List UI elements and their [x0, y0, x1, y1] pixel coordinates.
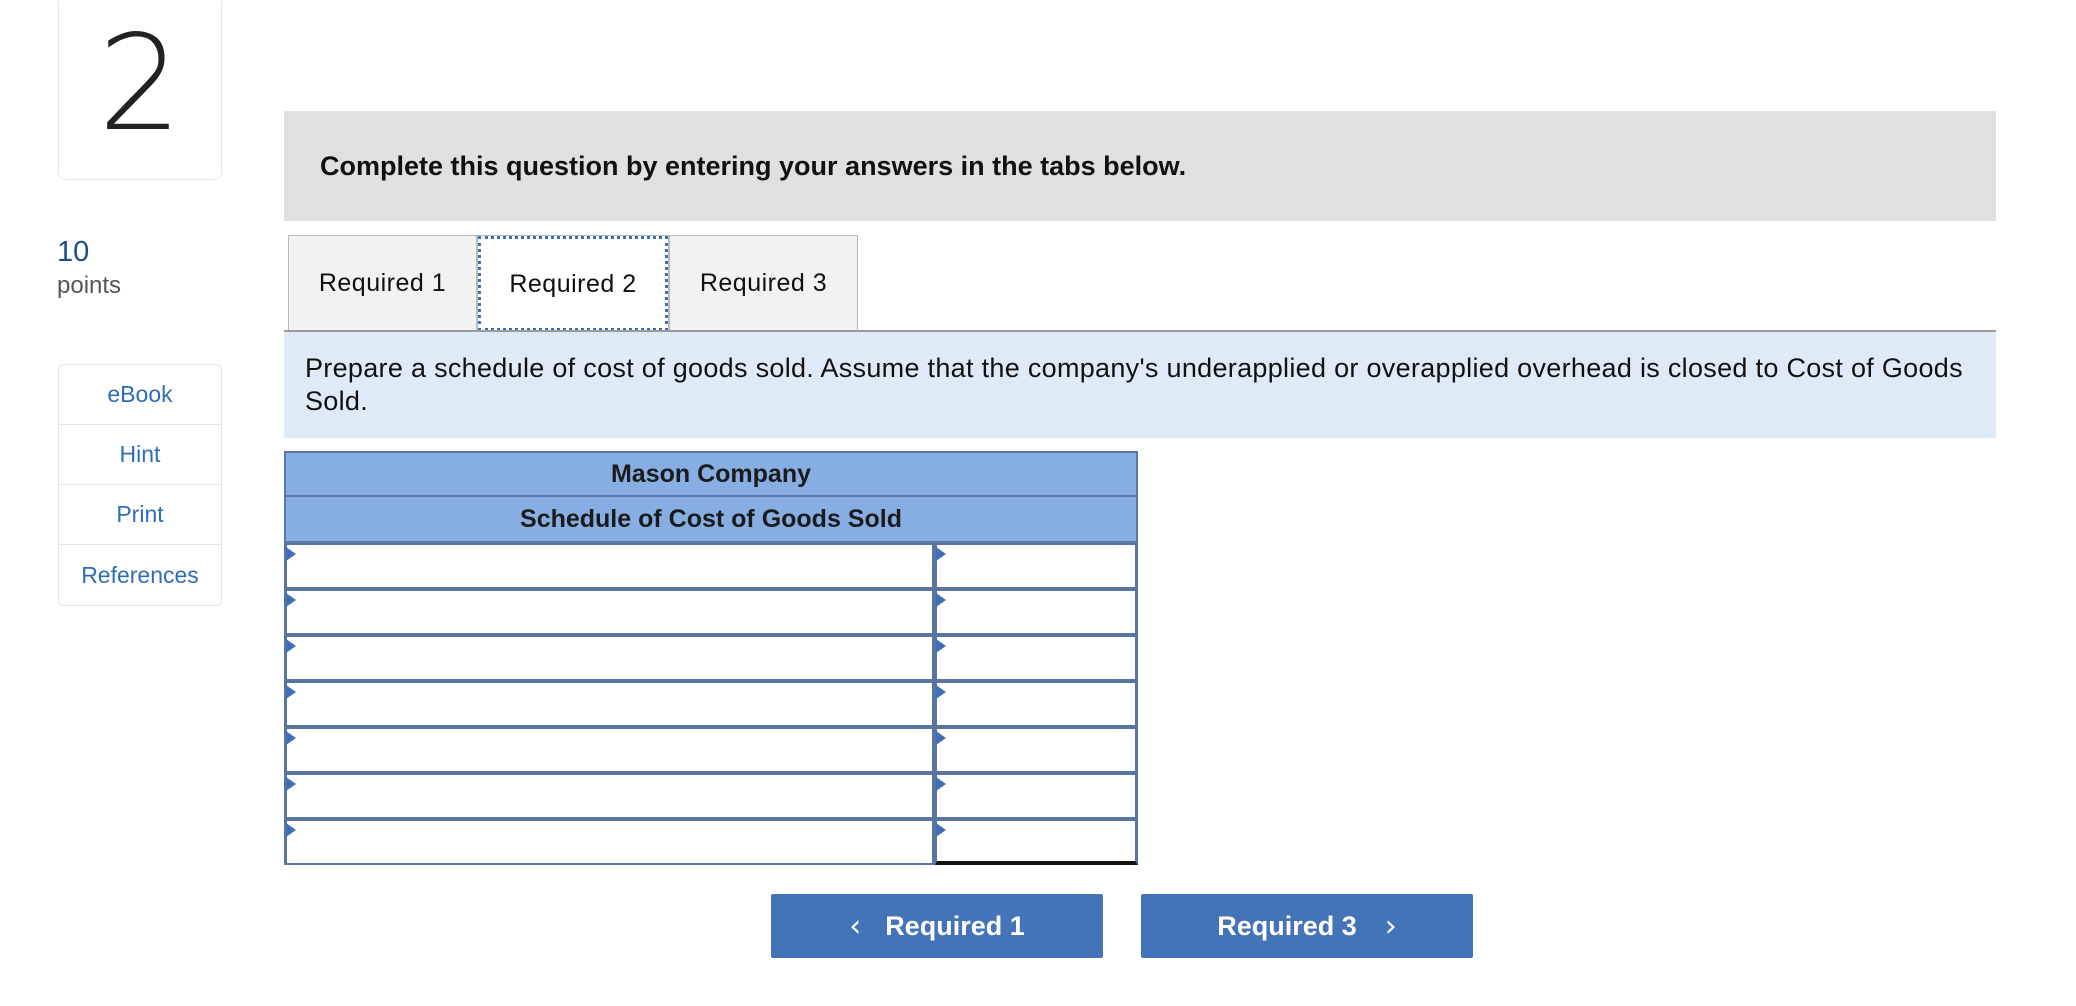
- line-item-cell: [284, 681, 935, 727]
- prev-required-button[interactable]: [771, 894, 1103, 958]
- question-number-card: [58, 0, 222, 180]
- print-link[interactable]: Print: [59, 485, 221, 545]
- schedule-row: [284, 727, 1138, 773]
- instructions-text: Complete this question by entering your answers in the tabs below.: [320, 150, 1187, 181]
- resources-panel: [58, 364, 222, 606]
- schedule-row: [284, 543, 1138, 589]
- line-item-cell: [284, 773, 935, 819]
- schedule-row: [284, 773, 1138, 819]
- required-tabs: [288, 235, 858, 331]
- question-prompt: Prepare a schedule of cost of goods sold. Assume that the company's underapplied or overapplied overhead is closed to Cost of Goods Sold.: [284, 332, 1996, 438]
- chevron-left-icon: ‹: [849, 908, 862, 944]
- line-item-cell: [284, 635, 935, 681]
- line-item-dropdown[interactable]: [287, 591, 932, 633]
- schedule-row: [284, 819, 1138, 865]
- cogs-schedule: [284, 451, 1138, 865]
- amount-input[interactable]: [937, 637, 1135, 679]
- amount-cell: [935, 727, 1138, 773]
- tab-required-3[interactable]: Required 3: [669, 235, 858, 331]
- instructions-banner: [284, 111, 1996, 221]
- line-item-cell: [284, 727, 935, 773]
- amount-input[interactable]: [937, 775, 1135, 817]
- line-item-cell: [284, 589, 935, 635]
- next-required-label: Required 3: [1217, 910, 1357, 941]
- line-item-dropdown[interactable]: [287, 545, 932, 587]
- points-label: points: [57, 272, 122, 299]
- line-item-dropdown[interactable]: [287, 775, 932, 817]
- references-link[interactable]: References: [81, 561, 199, 588]
- prev-required-label: Required 1: [885, 910, 1025, 941]
- amount-cell: [935, 681, 1138, 727]
- amount-input[interactable]: [937, 821, 1135, 861]
- line-item-dropdown[interactable]: [287, 729, 932, 771]
- hint-link[interactable]: Hint: [59, 425, 221, 485]
- amount-cell: [935, 635, 1138, 681]
- points-value: 10: [57, 236, 90, 268]
- line-item-cell: [284, 819, 935, 865]
- amount-input[interactable]: [937, 591, 1135, 633]
- schedule-row: [284, 635, 1138, 681]
- schedule-row: [284, 589, 1138, 635]
- amount-cell: [935, 589, 1138, 635]
- amount-cell: [935, 543, 1138, 589]
- tab-required-2[interactable]: Required 2: [477, 235, 669, 332]
- line-item-dropdown[interactable]: [287, 637, 932, 679]
- tab-required-1[interactable]: Required 1: [288, 235, 477, 331]
- amount-cell: [935, 773, 1138, 819]
- amount-cell: [935, 819, 1138, 865]
- schedule-title-header: Schedule of Cost of Goods Sold: [284, 497, 1138, 543]
- line-item-dropdown[interactable]: [287, 683, 932, 725]
- next-required-button[interactable]: [1141, 894, 1473, 958]
- ebook-link[interactable]: eBook: [59, 365, 221, 425]
- schedule-company-header: Mason Company: [284, 451, 1138, 497]
- line-item-cell: [284, 543, 935, 589]
- schedule-rows: [284, 543, 1138, 865]
- line-item-dropdown[interactable]: [287, 821, 932, 863]
- amount-input[interactable]: [937, 683, 1135, 725]
- amount-input[interactable]: [937, 545, 1135, 587]
- chevron-right-icon: ›: [1384, 908, 1397, 944]
- amount-input[interactable]: [937, 729, 1135, 771]
- question-number: 2: [98, 6, 182, 161]
- schedule-row: [284, 681, 1138, 727]
